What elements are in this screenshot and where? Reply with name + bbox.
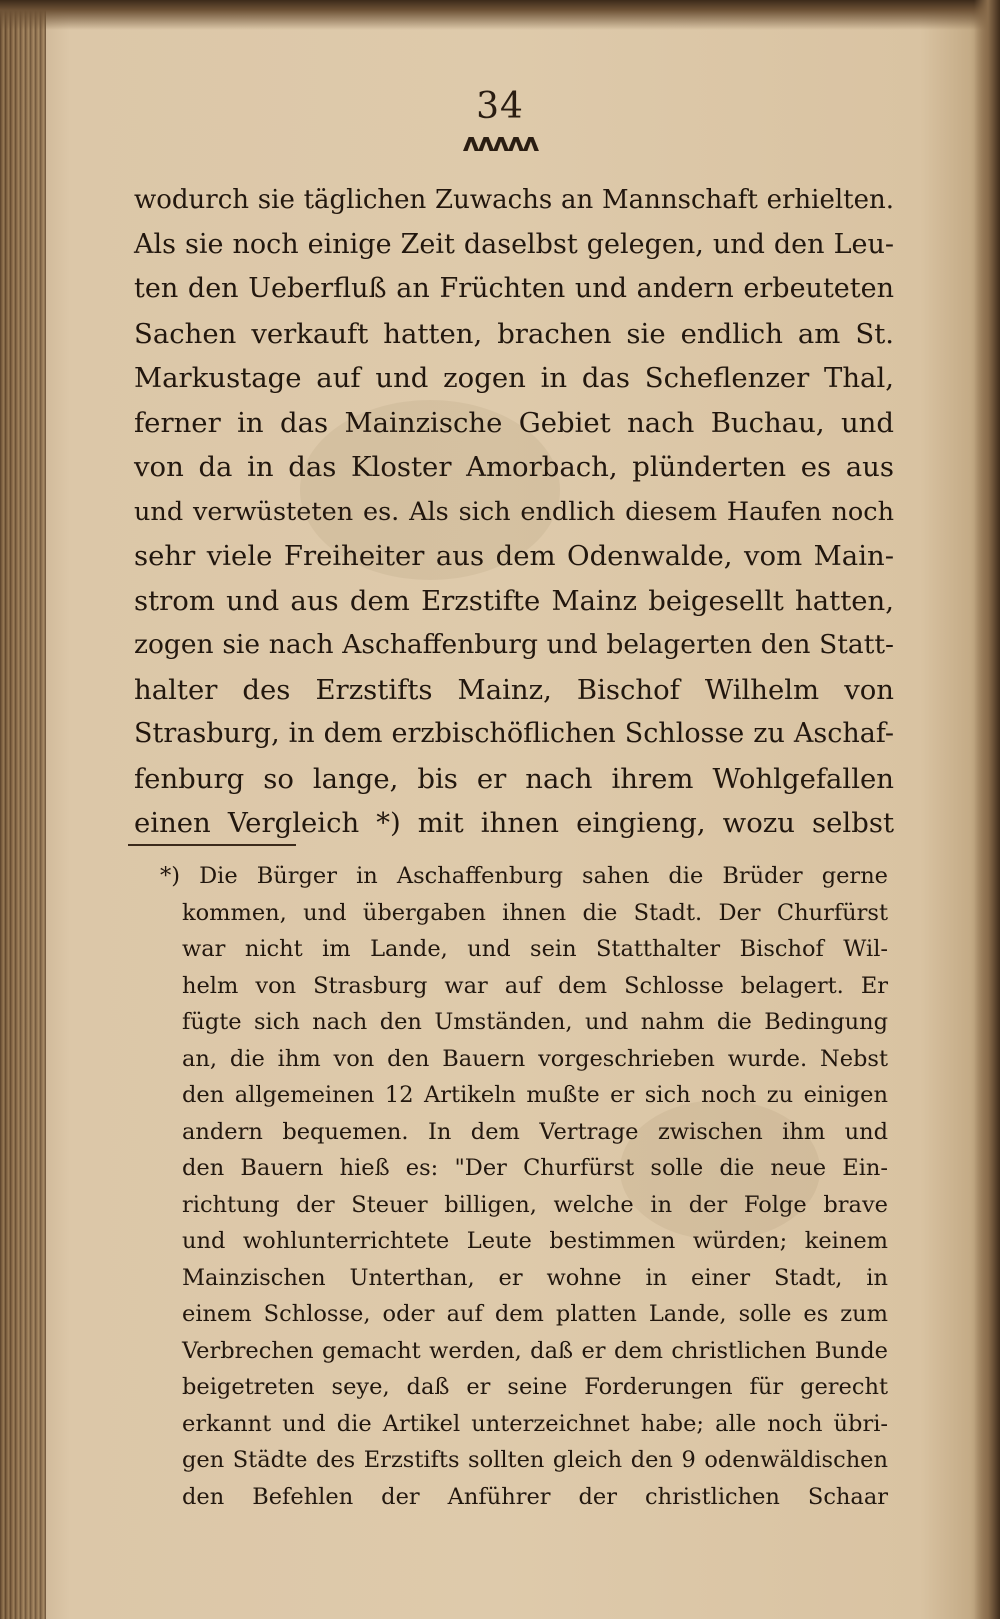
text-line: einen Vergleich *) mit ihnen eingieng, wozu selbst [134, 807, 894, 839]
text-line: ten den Ueberfluß an Früchten und andern erbeuteten [134, 273, 894, 304]
text-line: fenburg so lange, bis er nach ihrem Wohlgefallen [134, 762, 894, 795]
text-line: wodurch sie täglichen Zuwachs an Mannschaft erhielten. [134, 185, 894, 215]
footnote-line: und wohlunterrichtete Leute bestimmen würden; keinem [182, 1228, 888, 1254]
footnote-line: beigetreten seye, daß er seine Forderungen für gerecht [182, 1374, 888, 1400]
footnote-divider [128, 844, 296, 846]
page-edges-left [0, 0, 46, 1619]
footnote-line: andern bequemen. In dem Vertrage zwischen ihm und [182, 1118, 888, 1145]
text-line: ferner in das Mainzische Gebiet nach Buchau, und [134, 406, 894, 439]
page-edge-right [974, 0, 1000, 1619]
footnote-line: erkannt und die Artikel unterzeichnet habe; alle noch übri- [182, 1410, 888, 1437]
footnote-line: kommen, und übergaben ihnen die Stadt. Der Churfürst [182, 899, 888, 926]
text-line: und verwüsteten es. Als sich endlich diesem Haufen noch [134, 496, 894, 527]
text-line: strom und aus dem Erzstifte Mainz beigesellt hatten, [134, 584, 894, 617]
page-number: 34 [476, 86, 524, 127]
page-top-shadow [0, 0, 1000, 30]
footnote-line: an, die ihm von den Bauern vorgeschrieben wurde. Nebst [182, 1045, 888, 1072]
footnote-line: war nicht im Lande, und sein Statthalter Bischof Wil- [182, 936, 888, 962]
footnote [160, 858, 888, 1515]
footnote-line: fügte sich nach den Umständen, und nahm die Bedingung [182, 1009, 888, 1035]
footnote-line: richtung der Steuer billigen, welche in der Folge brave [182, 1191, 888, 1218]
footnote-line: *) Die Bürger in Aschaffenburg sahen die Brüder gerne [160, 863, 888, 889]
footnote-line: einem Schlosse, oder auf dem platten Lande, solle es zum [182, 1301, 888, 1327]
footnote-line: den Bauern hieß es: "Der Churfürst solle die neue Ein- [182, 1155, 888, 1181]
footnote-line: den Befehlen der Anführer der christlichen Schaar [182, 1483, 888, 1510]
text-line: Als sie noch einige Zeit daselbst gelegen, und den Leu- [134, 228, 894, 260]
footnote-line: den allgemeinen 12 Artikeln mußte er sich noch zu einigen [182, 1082, 888, 1108]
text-line: halter des Erzstifts Mainz, Bischof Wilhelm von [134, 673, 894, 706]
text-line: sehr viele Freiheiter aus dem Odenwalde, vom Main- [134, 540, 894, 572]
text-line: zogen sie nach Aschaffenburg und belagerten den Statt- [134, 629, 894, 660]
footnote-line: Mainzischen Unterthan, er wohne in einer Stadt, in [182, 1264, 888, 1291]
text-line: Markustage auf und zogen in das Scheflenzer Thal, [134, 362, 894, 394]
footnote-line: Verbrechen gemacht werden, daß er dem christlichen Bunde [182, 1337, 888, 1364]
text-line: von da in das Kloster Amorbach, plünderten es aus [134, 451, 894, 483]
page-ornament: ʌʌʌʌʌ [462, 128, 538, 158]
text-line: Sachen verkauft hatten, brachen sie endlich am St. [134, 317, 894, 350]
text-line: Strasburg, in dem erzbischöflichen Schlosse zu Aschaf- [134, 718, 894, 749]
main-text [134, 178, 894, 846]
footnote-line: helm von Strasburg war auf dem Schlosse belagert. Er [182, 972, 888, 999]
footnote-line: gen Städte des Erzstifts sollten gleich den 9 odenwäldischen [182, 1447, 888, 1473]
